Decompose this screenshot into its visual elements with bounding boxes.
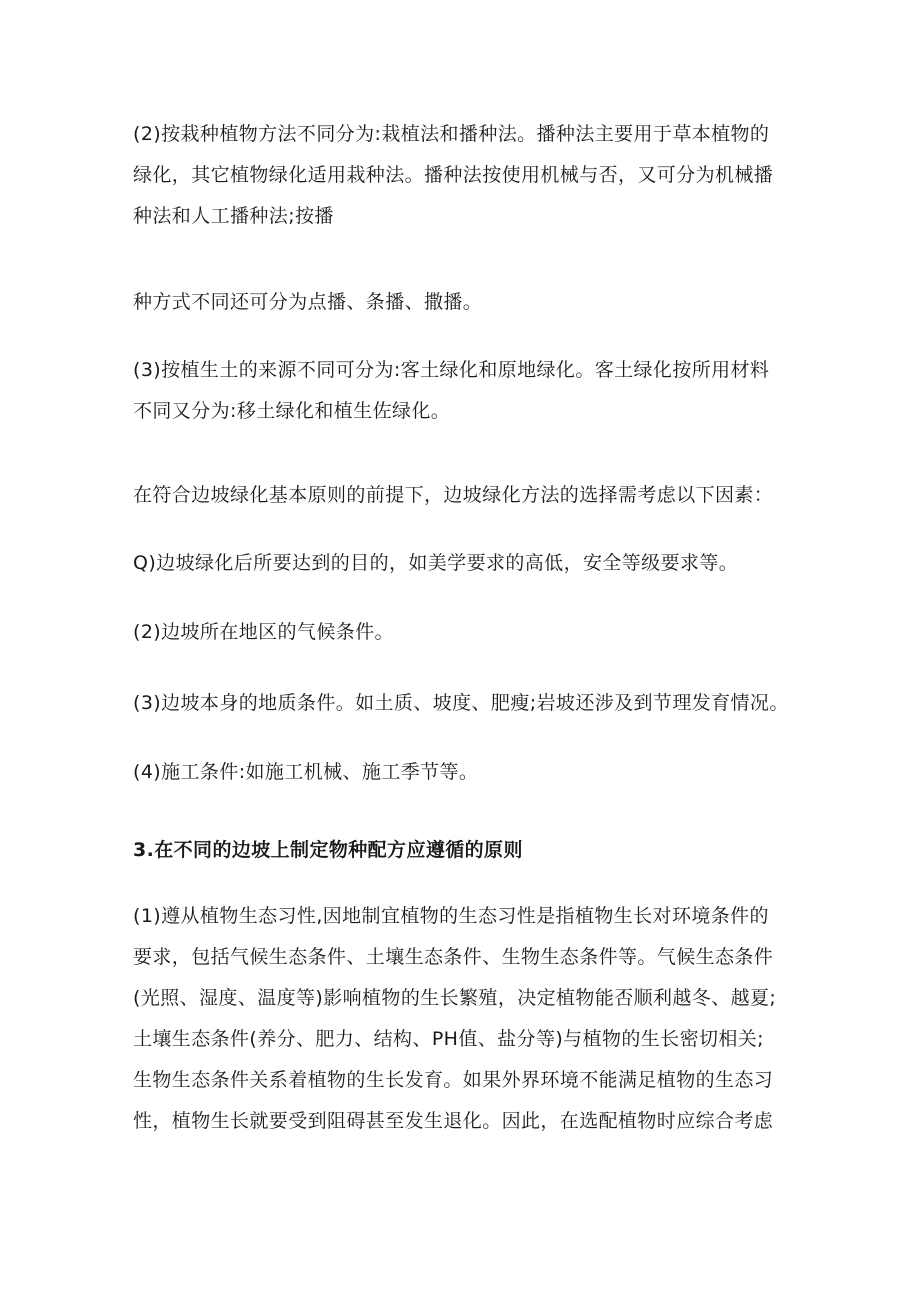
text-line: (2)按栽种植物方法不同分为:栽植法和播种法。播种法主要用于草本植物的	[133, 123, 770, 145]
paragraph-sowing-method	[133, 282, 813, 323]
paragraph-factor-construction	[133, 752, 813, 793]
paragraph-factor-geology	[133, 683, 813, 724]
paragraph-planting-method	[133, 114, 813, 237]
text-line: (光照、湿度、温度等)影响植物的生长繁殖，决定植物能否顺利越冬、越夏;	[133, 987, 777, 1009]
text-line: Q)边坡绿化后所要达到的目的，如美学要求的高低，安全等级要求等。	[133, 552, 739, 574]
text-line: 不同又分为:移土绿化和植生佐绿化。	[133, 400, 451, 422]
section-heading: 3.在不同的边坡上制定物种配方应遵循的原则	[133, 839, 523, 861]
paragraph-factor-climate	[133, 612, 813, 653]
text-line: 种方式不同还可分为点播、条播、撒播。	[133, 291, 483, 313]
paragraph-soil-source	[133, 350, 813, 432]
text-line: 绿化，其它植物绿化适用栽种法。播种法按使用机械与否，又可分为机械播	[133, 164, 774, 186]
text-line: 在符合边坡绿化基本原则的前提下，边坡绿化方法的选择需考虑以下因素：	[133, 484, 774, 506]
text-line: 要求，包括气候生态条件、土壤生态条件、生物生态条件等。气候生态条件	[133, 946, 774, 968]
paragraph-ecological-habits	[133, 896, 813, 1142]
paragraph-factor-goal	[133, 543, 813, 584]
text-line: (3)按植生土的来源不同可分为:客土绿化和原地绿化。客土绿化按所用材料	[133, 359, 770, 381]
text-line: (2)边坡所在地区的气候条件。	[133, 621, 394, 643]
text-line: (1)遵从植物生态习性,因地制宜植物的生态习性是指植物生长对环境条件的	[133, 905, 769, 927]
text-line: 生物生态条件关系着植物的生长发育。如果外界环境不能满足植物的生态习	[133, 1069, 774, 1091]
text-line: 性，植物生长就要受到阻碍甚至发生退化。因此，在选配植物时应综合考虑	[133, 1110, 774, 1132]
text-line: 土壤生态条件(养分、肥力、结构、PH值、盐分等)与植物的生长密切相关;	[133, 1028, 764, 1050]
text-line: (3)边坡本身的地质条件。如土质、坡度、肥瘦;岩坡还涉及到节理发育情况。	[133, 692, 789, 714]
paragraph-selection-factors	[133, 475, 813, 516]
text-line: (4)施工条件:如施工机械、施工季节等。	[133, 761, 479, 783]
text-line: 种法和人工播种法;按播	[133, 205, 334, 227]
